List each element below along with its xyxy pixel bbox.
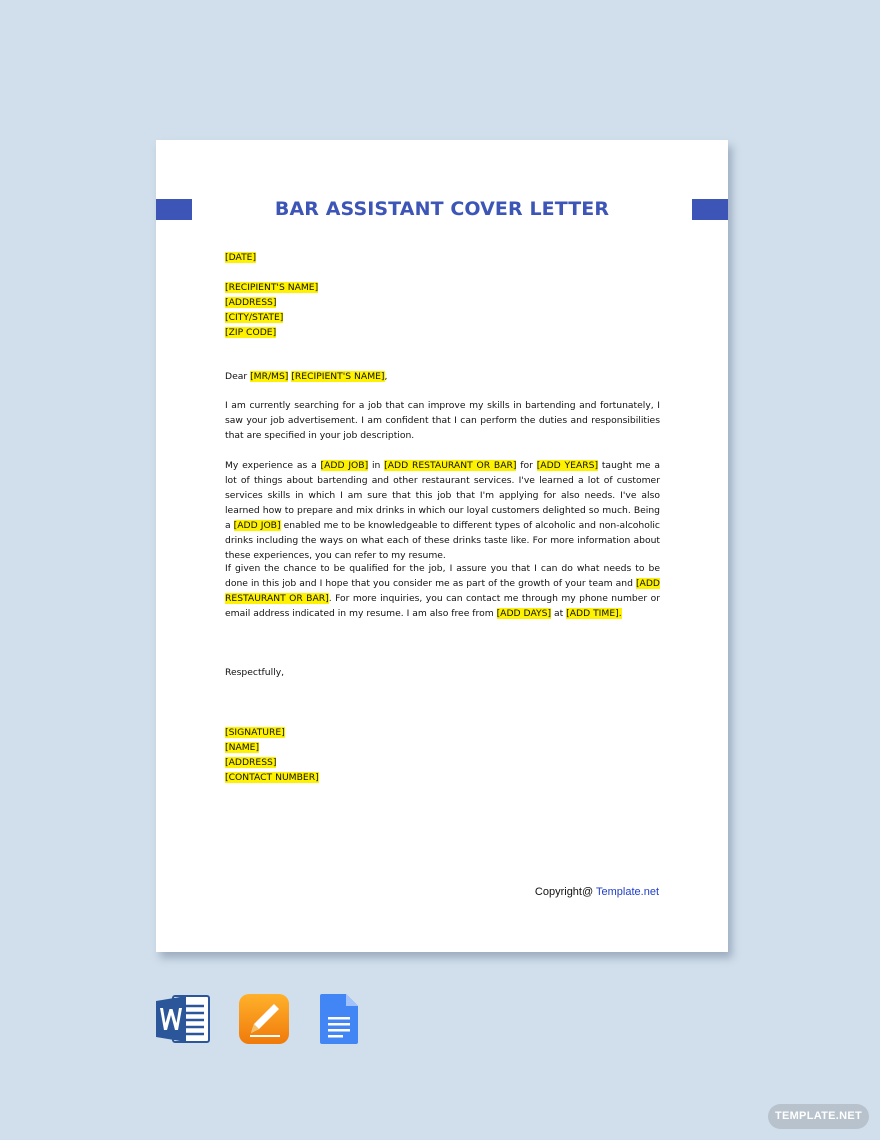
add-job-placeholder: [ADD JOB]: [233, 520, 281, 531]
paragraph-text: taught me a lot of things about bartending and other restaurant services. I've learned a lot of customer services skills in which I am sure that this job that I'm applying for also needs. I've also learned how to prepare and mix drinks in which our loyal customers delighted so much. Being a: [225, 460, 660, 531]
name-placeholder: [NAME]: [225, 742, 260, 753]
paragraph-intro-text: I am currently searching for a job that can improve my skills in bartending and fortunately, I saw your job advertisement. I am confident that I can perform the duties and responsibilities that are specified in your job description.: [225, 400, 660, 441]
salutation: [225, 369, 660, 384]
paragraph-intro: [225, 398, 660, 443]
add-job-placeholder: [ADD JOB]: [320, 460, 369, 471]
salutation-prefix: Dear: [225, 371, 251, 382]
address-placeholder: [ADDRESS]: [225, 297, 277, 308]
address-placeholder: [ADDRESS]: [225, 757, 277, 768]
document-page: [156, 140, 728, 952]
closing-text: Respectfully,: [225, 667, 285, 678]
recipient-name-placeholder: [RECIPIENT'S NAME]: [225, 282, 319, 293]
city-state-placeholder: [CITY/STATE]: [225, 312, 284, 323]
paragraph-closing: [225, 561, 660, 621]
add-restaurant-placeholder: [ADD RESTAURANT OR BAR]: [225, 578, 660, 604]
add-restaurant-placeholder: [ADD RESTAURANT OR BAR]: [384, 460, 517, 471]
pages-icon[interactable]: [238, 993, 292, 1045]
copyright-label: Copyright@: [534, 886, 597, 898]
add-years-placeholder: [ADD YEARS]: [536, 460, 599, 471]
salutation-title-placeholder: [MR/MS]: [250, 371, 289, 382]
add-time-placeholder: [ADD TIME].: [566, 608, 622, 619]
signature-block: [225, 725, 660, 785]
google-docs-icon[interactable]: [318, 993, 360, 1045]
template-net-watermark: TEMPLATE.NET: [768, 1104, 869, 1129]
paragraph-text: at: [551, 608, 567, 619]
salutation-suffix: ,: [384, 371, 388, 382]
recipient-block: [225, 250, 660, 340]
paragraph-text: for: [516, 460, 537, 471]
add-days-placeholder: [ADD DAYS]: [496, 608, 552, 619]
date-placeholder: [DATE]: [225, 252, 257, 263]
contact-number-placeholder: [CONTACT NUMBER]: [225, 772, 319, 783]
closing: [225, 665, 660, 680]
document-title: BAR ASSISTANT COVER LETTER: [274, 198, 610, 220]
copyright-notice: [535, 886, 659, 898]
word-icon[interactable]: [156, 993, 210, 1045]
paragraph-experience: [225, 458, 660, 563]
paragraph-text: in: [368, 460, 385, 471]
paragraph-text: If given the chance to be qualified for the job, I assure you that I can do what needs to be done in this job and I hope that you consider me as part of the growth of your team and: [225, 563, 660, 589]
signature-placeholder: [SIGNATURE]: [225, 727, 285, 738]
paragraph-text: My experience as a: [225, 460, 321, 471]
zip-placeholder: [ZIP CODE]: [225, 327, 277, 338]
template-net-link[interactable]: Template.net: [596, 886, 659, 898]
salutation-name-placeholder: [RECIPIENT'S NAME]: [291, 371, 385, 382]
paragraph-text: . For more inquiries, you can contact me through my phone number or email address indicated in my resume. I am also free from: [225, 593, 660, 619]
paragraph-text: enabled me to be knowledgeable to different types of alcoholic and non-alcoholic drinks including the ways on what each of these drinks taste like. For more information about these experiences, you can refer to my resume.: [225, 520, 660, 561]
